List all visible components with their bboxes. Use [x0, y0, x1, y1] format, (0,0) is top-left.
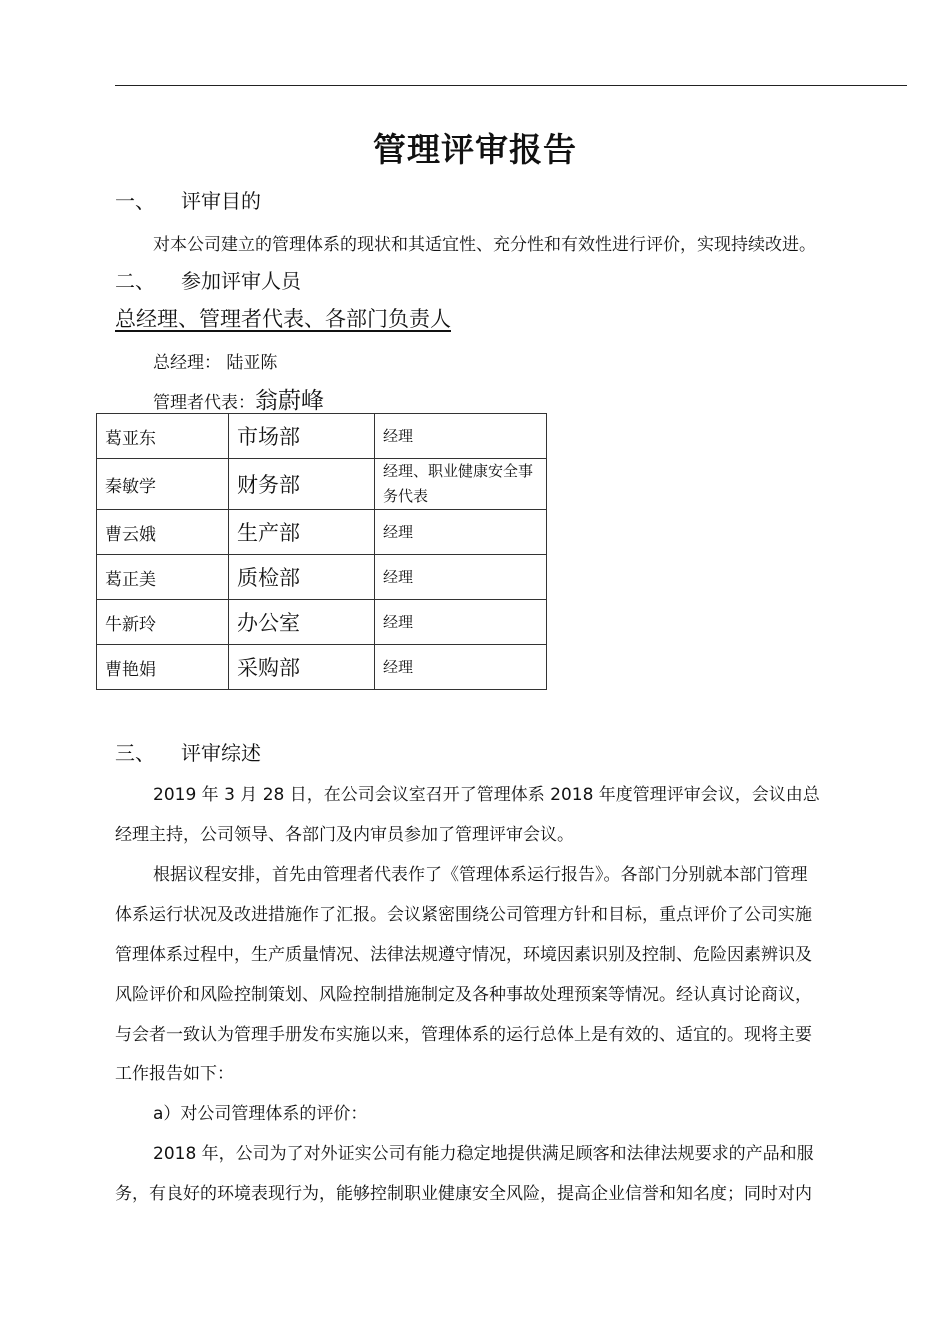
staff-table: [96, 413, 547, 690]
staff-dept: 财务部: [229, 459, 375, 510]
section-2-title: 参加评审人员: [181, 269, 301, 293]
staff-dept: 办公室: [229, 600, 375, 645]
participants-line: 总经理、管理者代表、各部门负责人: [115, 307, 451, 331]
staff-role: 经理: [375, 555, 547, 600]
summary-line: 工作报告如下：: [115, 1064, 234, 1084]
management-rep-label: 管理者代表：: [153, 393, 255, 413]
general-manager-name: 陆亚陈: [226, 353, 278, 373]
staff-name: 葛正美: [97, 555, 229, 600]
section-2-heading: [115, 265, 301, 294]
general-manager-line: [153, 348, 277, 373]
staff-dept: 采购部: [229, 645, 375, 690]
staff-name: 曹云娥: [97, 510, 229, 555]
staff-dept: 生产部: [229, 510, 375, 555]
header-rule: [115, 85, 907, 86]
table-row: [97, 645, 547, 690]
staff-role: 经理: [375, 414, 547, 459]
staff-dept: 质检部: [229, 555, 375, 600]
staff-name: 葛亚东: [97, 414, 229, 459]
section-3-title: 评审综述: [181, 741, 261, 765]
general-manager-label: 总经理：: [153, 353, 221, 373]
section-1-title: 评审目的: [181, 189, 261, 213]
section-2-number: 二、: [115, 269, 155, 293]
staff-role: 经理: [375, 510, 547, 555]
management-rep-name: 翁蔚峰: [255, 388, 324, 414]
summary-line: 务，有良好的环境表现行为，能够控制职业健康安全风险，提高企业信誉和知名度；同时对内: [115, 1184, 812, 1204]
summary-line: 管理体系过程中，生产质量情况、法律法规遵守情况，环境因素识别及控制、危险因素辨识及: [115, 945, 812, 965]
table-row: [97, 414, 547, 459]
summary-line: 根据议程安排，首先由管理者代表作了《管理体系运行报告》。各部门分别就本部门管理: [153, 865, 808, 885]
summary-line: a）对公司管理体系的评价：: [153, 1104, 368, 1124]
section-1-heading: [115, 185, 261, 214]
purpose-text: 对本公司建立的管理体系的现状和其适宜性、充分性和有效性进行评价，实现持续改进。: [153, 235, 816, 255]
section-3-heading: [115, 737, 261, 766]
summary-line: 2019 年 3 月 28 日，在公司会议室召开了管理体系 2018 年度管理评审会议，会议由总: [153, 785, 820, 805]
summary-line: 风险评价和风险控制策划、风险控制措施制定及各种事故处理预案等情况。经认真讨论商议，: [115, 985, 812, 1005]
staff-name: 曹艳娟: [97, 645, 229, 690]
staff-role: 经理: [375, 645, 547, 690]
staff-dept: 市场部: [229, 414, 375, 459]
summary-line: 与会者一致认为管理手册发布实施以来，管理体系的运行总体上是有效的、适宜的。现将主要: [115, 1025, 812, 1045]
table-row: [97, 459, 547, 510]
staff-name: 秦敏学: [97, 459, 229, 510]
staff-role: 经理: [375, 600, 547, 645]
summary-line: 经理主持，公司领导、各部门及内审员参加了管理评审会议。: [115, 825, 574, 845]
management-rep-line: [153, 382, 324, 415]
summary-line: 体系运行状况及改进措施作了汇报。会议紧密围绕公司管理方针和目标，重点评价了公司实施: [115, 905, 812, 925]
table-row: [97, 600, 547, 645]
staff-role: 经理、职业健康安全事务代表: [375, 459, 547, 510]
staff-name: 牛新玲: [97, 600, 229, 645]
section-1-number: 一、: [115, 189, 155, 213]
table-row: [97, 510, 547, 555]
page-title: 管理评审报告: [373, 130, 577, 169]
section-3-number: 三、: [115, 741, 155, 765]
table-row: [97, 555, 547, 600]
summary-line: 2018 年，公司为了对外证实公司有能力稳定地提供满足顾客和法律法规要求的产品和服: [153, 1144, 814, 1164]
